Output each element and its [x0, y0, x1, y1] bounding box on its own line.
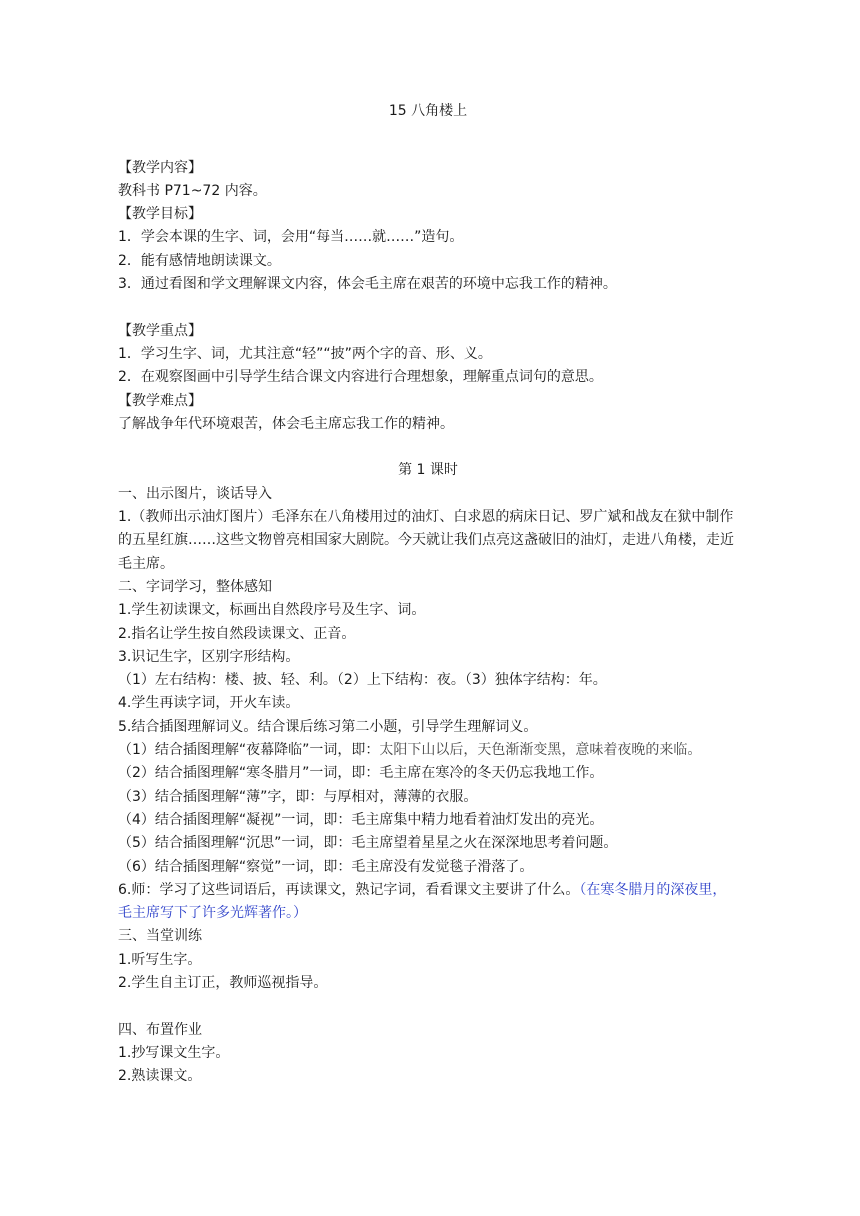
difficulty-text: 了解战争年代环境艰苦，体会毛主席忘我工作的精神。 — [118, 415, 454, 432]
vocab-step: 1.学生初读课文，标画出自然段序号及生字、词。 — [118, 602, 426, 619]
goal-item: 1．学会本课的生字、词，会用“每当……就……”造句。 — [118, 229, 464, 246]
teacher-summary — [118, 879, 738, 926]
vocab-explanation: （3）结合插图理解“薄”字，即：与厚相对，薄薄的衣服。 — [118, 788, 478, 805]
document-page — [118, 100, 738, 1088]
part-heading-homework: 四、布置作业 — [118, 1021, 202, 1038]
goal-item: 3．通过看图和学文理解课文内容，体会毛主席在艰苦的环境中忘我工作的精神。 — [118, 276, 617, 293]
vocab-explanation: （5）结合插图理解“沉思”一词，即：毛主席望着星星之火在深深地思考着问题。 — [118, 835, 618, 852]
part-heading-intro: 一、出示图片，谈话导入 — [118, 485, 272, 502]
document-title: 15 八角楼上 — [388, 103, 468, 119]
vocab-step: 5.结合插图理解词义。结合课后练习第二小题，引导学生理解词义。 — [118, 718, 538, 735]
intro-paragraph: 1.（教师出示油灯图片）毛泽东在八角楼用过的油灯、白求恩的病床日记、罗广斌和战友在狱中制作的五星红旗……这些文物曾亮相国家大剧院。今天就让我们点亮这盏破旧的油灯，走进八角楼，走近毛主席。 — [118, 509, 734, 572]
vocab-explanation: （2）结合插图理解“寒冬腊月”一词，即：毛主席在寒冷的冬天仍忘我地工作。 — [118, 765, 604, 782]
vocab-explanation-lead: （1）结合插图理解“夜幕降临”一词，即： — [118, 742, 380, 759]
content-text: 教科书 P71~72 内容。 — [118, 182, 267, 199]
vocab-step: （1）左右结构：楼、披、轻、利。（2）上下结构：夜。（3）独体字结构：年。 — [118, 672, 607, 689]
part-heading-practice: 三、当堂训练 — [118, 928, 202, 945]
section-heading-keypoints: 【教学重点】 — [118, 322, 202, 339]
vocab-step: 3.识记生字，区别字形结构。 — [118, 648, 300, 665]
practice-item: 1.听写生字。 — [118, 951, 202, 968]
section-heading-content: 【教学内容】 — [118, 159, 202, 176]
keypoint-item: 2．在观察图画中引导学生结合课文内容进行合理想象，理解重点词句的意思。 — [118, 369, 603, 386]
vocab-step: 2.指名让学生按自然段读课文、正音。 — [118, 625, 356, 642]
teacher-summary-answer: （在寒冬腊月的深夜里，毛主席写下了许多光辉著作。） — [118, 881, 727, 922]
homework-item: 1.抄写课文生字。 — [118, 1044, 230, 1061]
goal-item: 2．能有感情地朗读课文。 — [118, 252, 281, 269]
practice-item: 2.学生自主订正，教师巡视指导。 — [118, 974, 328, 991]
teacher-summary-lead: 6.师：学习了这些词语后，再读课文，熟记字词，看看课文主要讲了什么。 — [118, 881, 580, 898]
vocab-explanation-answer: 太阳下山以后，天色渐渐变黑，意味着夜晚的来临。 — [379, 742, 702, 759]
homework-item: 2.熟读课文。 — [118, 1068, 202, 1085]
section-heading-difficulty: 【教学难点】 — [118, 392, 202, 409]
part-heading-vocab: 二、字词学习，整体感知 — [118, 578, 272, 595]
keypoint-item: 1．学习生字、词，尤其注意“轻”“披”两个字的音、形、义。 — [118, 345, 492, 362]
lesson-title: 第 1 课时 — [398, 462, 458, 479]
vocab-explanation — [118, 739, 738, 762]
vocab-explanation: （6）结合插图理解“察觉”一词，即：毛主席没有发觉毯子滑落了。 — [118, 858, 534, 875]
vocab-explanation: （4）结合插图理解“凝视”一词，即：毛主席集中精力地看着油灯发出的亮光。 — [118, 811, 604, 828]
vocab-step: 4.学生再读字词，开火车读。 — [118, 695, 300, 712]
section-heading-goals: 【教学目标】 — [118, 206, 202, 223]
